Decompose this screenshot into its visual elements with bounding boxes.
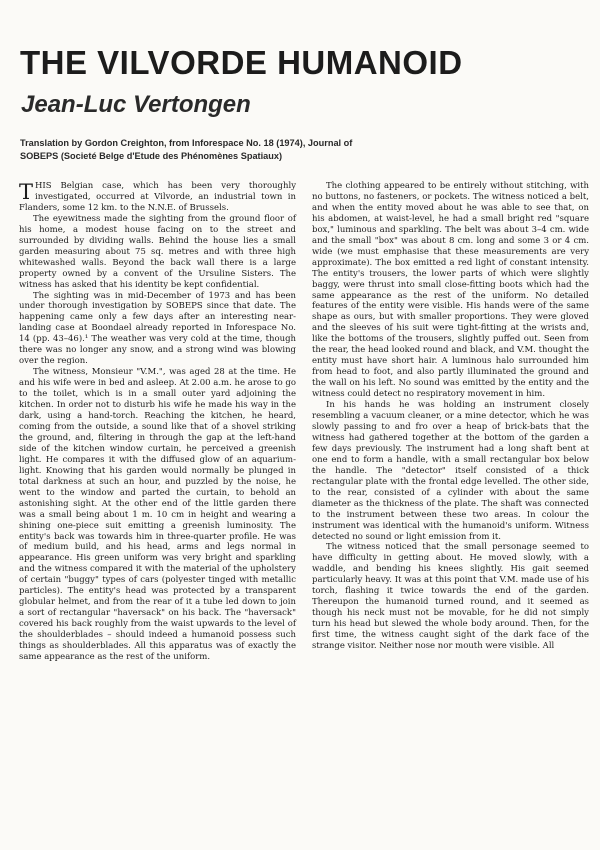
right-column	[312, 181, 589, 663]
author-name: Jean-Luc Vertongen	[21, 91, 251, 118]
article-title: THE VILVORDE HUMANOID	[20, 44, 463, 81]
translation-credit	[20, 137, 560, 163]
drop-cap: T	[19, 180, 34, 204]
paragraph: The witness, Monsieur "V.M.", was aged 28 at the time. He and his wife were in bed and asleep. At 2.00 a.m. he arose to go to the toilet, which is in a small outer yard adjoining the kitchen. In order not to disturb his wife he made his way in the dark, using a hand-torch. Reaching the kitchen, he heard, coming from the outside, a sound like that of a shovel striking the ground, and, filtering in through the gap at the left-hand side of the kitchen window curtain, he perceived a greenish light. He compares it with the diffused glow of an aquarium-light. Knowing that his garden would normally be plunged in total darkness at such an hour, and puzzled by the noise, he went to the window and parted the curtain, to behold an astonishing sight. At the other end of the little garden there was a small being about 1 m. 10 cm in height and wearing a shining one-piece suit emitting a greenish luminosity. The entity's back was towards him in three-quarter profile. He was of medium build, and his head, arms and legs normal in appearance. His green uniform was very bright and sparkling and the witness compared it with the material of the upholstery of certain "buggy" types of cars (polyester tinged with metallic particles). The entity's head was protected by a transparent globular helmet, and from the rear of it a tube led down to join a sort of rectangular "haversack" on his back. The "haversack" covered his back roughly from the waist upwards to the level of the shoulderblades – should indeed a humanoid possess such things as shoulderblades. All this apparatus was of exactly the same appearance as the rest of the uniform.	[19, 367, 296, 662]
paragraph: In his hands he was holding an instrument closely resembling a vacuum cleaner, or a mine detector, which he was slowly passing to and fro over a heap of brick-bats that the witness had gathered together at the bottom of the garden a few days previously. The instrument had a long shaft bent at one end to form a handle, with a small rectangular box below the handle. The "detector" itself consisted of a thick rectangular plate with the frontal edge levelled. The other side, to the rear, consisted of a cylinder with about the same diameter as the thickness of the plate. The shaft was connected to the instrument between these two areas. In colour the instrument was identical with the humanoid's uniform. Witness detected no sound or light emission from it.	[312, 400, 589, 542]
paragraph: THIS Belgian case, which has been very thoroughly investigated, occurred at Vilvorde, an industrial town in Flanders, some 12 km. to the N.N.E. of Brussels.	[19, 180, 296, 213]
paragraph: The sighting was in mid-December of 1973 and has been under thorough investigation by SOBEPS since that date. The happening came only a few days after an interesting near-landing case at Boondael already reported in Inforespace No. 14 (pp. 43–46).¹ The weather was very cold at the time, though there was no longer any snow, and a strong wind was blowing over the region.	[19, 290, 296, 367]
paragraph: The clothing appeared to be entirely without stitching, with no buttons, no fasteners, or pockets. The witness noticed a belt, and when the entity moved about he was able to see that, on his abdomen, at waist-level, he had a small bright red "square box," luminous and sparkling. The belt was about 3–4 cm. wide and the small "box" was about 8 cm. long and some 3 or 4 cm. wide (we must emphasise that these measurements are very approximate). The box emitted a red light of constant intensity. The entity's trousers, the lower parts of which were slightly baggy, were thrust into small close-fitting boots which had the same appearance as the rest of the uniform. No detailed features of the entity were visible. His hands were of the same shape as ours, but with smaller proportions. They were gloved and the sleeves of his suit were tight-fitting at the wrists and, like the bottoms of the trousers, slightly puffed out. Seen from the rear, the head looked round and black, and V.M. thought the entity must have short hair. A luminous halo surrounded him from head to foot, and also partly illuminated the ground and the wall on his left. No sound was emitted by the entity and the witness could detect no respiratory movement in him.	[312, 181, 590, 400]
credit-line-1: Translation by Gordon Creighton, from Inforespace No. 18 (1974), Journal of	[20, 138, 353, 148]
credit-line-2: SOBEPS (Societé Belge d'Etude des Phénomènes Spatiaux)	[20, 151, 283, 161]
left-column	[19, 181, 296, 663]
paragraph: The eyewitness made the sighting from the ground floor of his home, a modest house facing on to the street and surrounded by dividing walls. Behind the house lies a small garden measuring about 75 sq. metres and with three high whitewashed walls. Beyond the back wall there is a large property owned by a convent of the Ursuline Sisters. The witness has asked that his identity be kept confidential.	[19, 213, 296, 290]
paragraph: The witness noticed that the small personage seemed to have difficulty in getting about. He moved slowly, with a waddle, and bending his knees slightly. His gait seemed particularly heavy. It was at this point that V.M. made use of his torch, flashing it twice towards the end of the garden. Thereupon the humanoid turned round, and it seemed as though his neck must not be movable, for he did not simply turn his head but slewed the whole body around. Then, for the first time, the witness caught sight of the dark face of the strange visitor. Neither nose nor mouth were visible. All	[312, 542, 589, 652]
article-body	[19, 181, 589, 663]
